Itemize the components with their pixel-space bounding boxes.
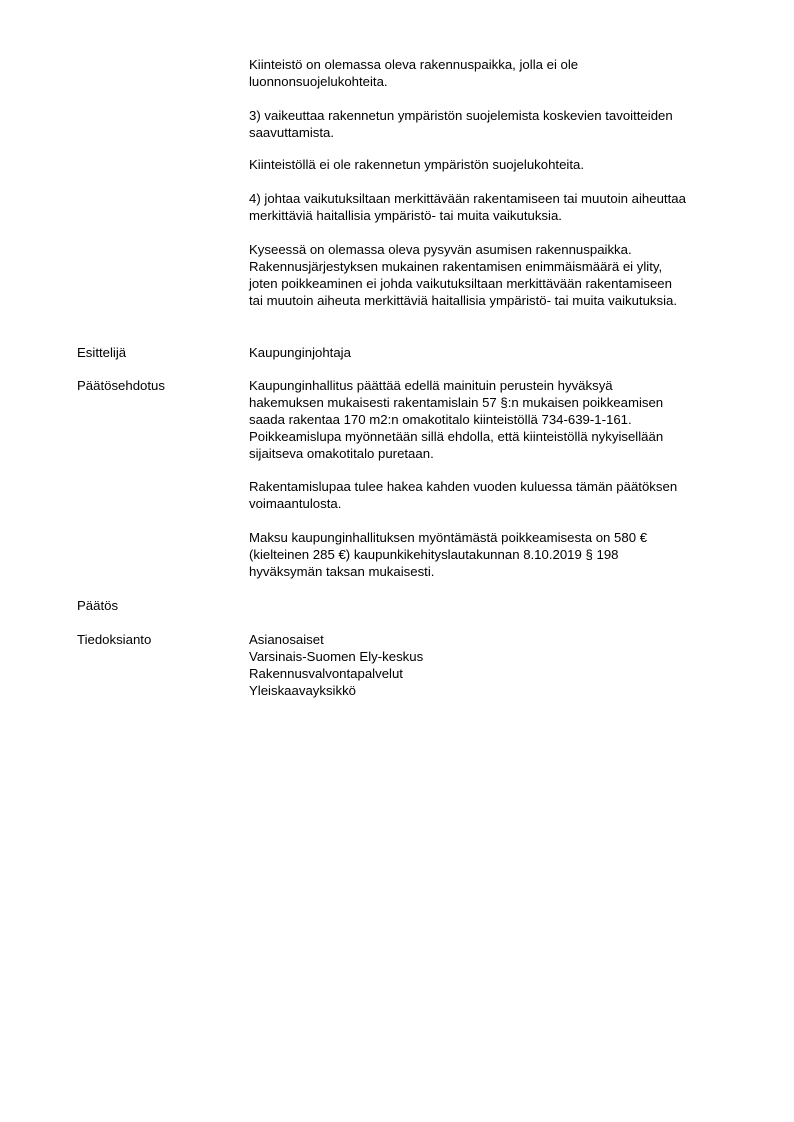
paatos-label: Päätös bbox=[77, 598, 119, 613]
intro-paragraph-text: Kiinteistö on olemassa oleva rakennuspaikka, jolla ei ole luonnonsuojelukohteita. bbox=[249, 57, 579, 89]
intro-paragraph-text: Kyseessä on olemassa oleva pysyvän asumisen rakennuspaikka. Rakennusjärjestyksen mukainen rakentamisen enimmäismäärä ei ylity, joten poikkeaminen ei johda vaikutuksiltaan merkittävään rakentamiseen tai muutoin aiheuta merkittäviä haitallisia ympäristö- tai muita vaikutuksia. bbox=[249, 242, 678, 308]
tiedoksianto-recipients bbox=[249, 631, 737, 699]
paatosehdotus-paragraph-3 bbox=[249, 529, 737, 580]
paatosehdotus-paragraph-1 bbox=[249, 377, 737, 462]
paatosehdotus-label: Päätösehdotus bbox=[77, 378, 165, 393]
paatosehdotus-paragraph-2 bbox=[249, 478, 737, 512]
intro-paragraph-text: 4) johtaa vaikutuksiltaan merkittävään rakentamiseen tai muutoin aiheuttaa merkittäviä haitallisia ympäristö- tai muita vaikutuksia. bbox=[249, 191, 686, 223]
intro-paragraph-text: 3) vaikeuttaa rakennetun ympäristön suojelemista koskevien tavoitteiden saavuttamista. bbox=[249, 108, 673, 140]
esittelija-value: Kaupunginjohtaja bbox=[249, 345, 351, 360]
recipient-item: Varsinais-Suomen Ely-keskus bbox=[249, 649, 424, 664]
recipient-item: Rakennusvalvontapalvelut bbox=[249, 666, 403, 681]
paatosehdotus-text: Maksu kaupunginhallituksen myöntämästä poikkeamisesta on 580 € (kielteinen 285 €) kaupunkikehityslautakunnan 8.10.2019 § 198 hyväksymän taksan mukaisesti. bbox=[249, 530, 648, 579]
intro-paragraph-2 bbox=[249, 107, 737, 141]
intro-paragraph-5 bbox=[249, 241, 737, 309]
tiedoksianto-label: Tiedoksianto bbox=[77, 632, 152, 647]
intro-paragraph-text: Kiinteistöllä ei ole rakennetun ympäristön suojelukohteita. bbox=[249, 157, 585, 172]
recipient-item: Yleiskaavayksikkö bbox=[249, 683, 357, 698]
intro-paragraph-3 bbox=[249, 156, 737, 173]
recipient-item: Asianosaiset bbox=[249, 632, 324, 647]
paatosehdotus-text: Rakentamislupaa tulee hakea kahden vuoden kuluessa tämän päätöksen voimaantulosta. bbox=[249, 479, 678, 511]
intro-paragraph-4 bbox=[249, 190, 737, 224]
esittelija-label: Esittelijä bbox=[77, 345, 127, 360]
paatosehdotus-text: Kaupunginhallitus päättää edellä mainituin perustein hyväksyä hakemuksen mukaisesti rakentamislain 57 §:n mukaisen poikkeamisen saada rakentaa 170 m2:n omakotitalo kiinteistöllä 734-639-1-161. Poikkeamislupa myönnetään sillä ehdolla, että kiinteistöllä nykyisellään sijaitseva omakotitalo puretaan. bbox=[249, 378, 664, 461]
intro-paragraph-1 bbox=[249, 56, 737, 90]
